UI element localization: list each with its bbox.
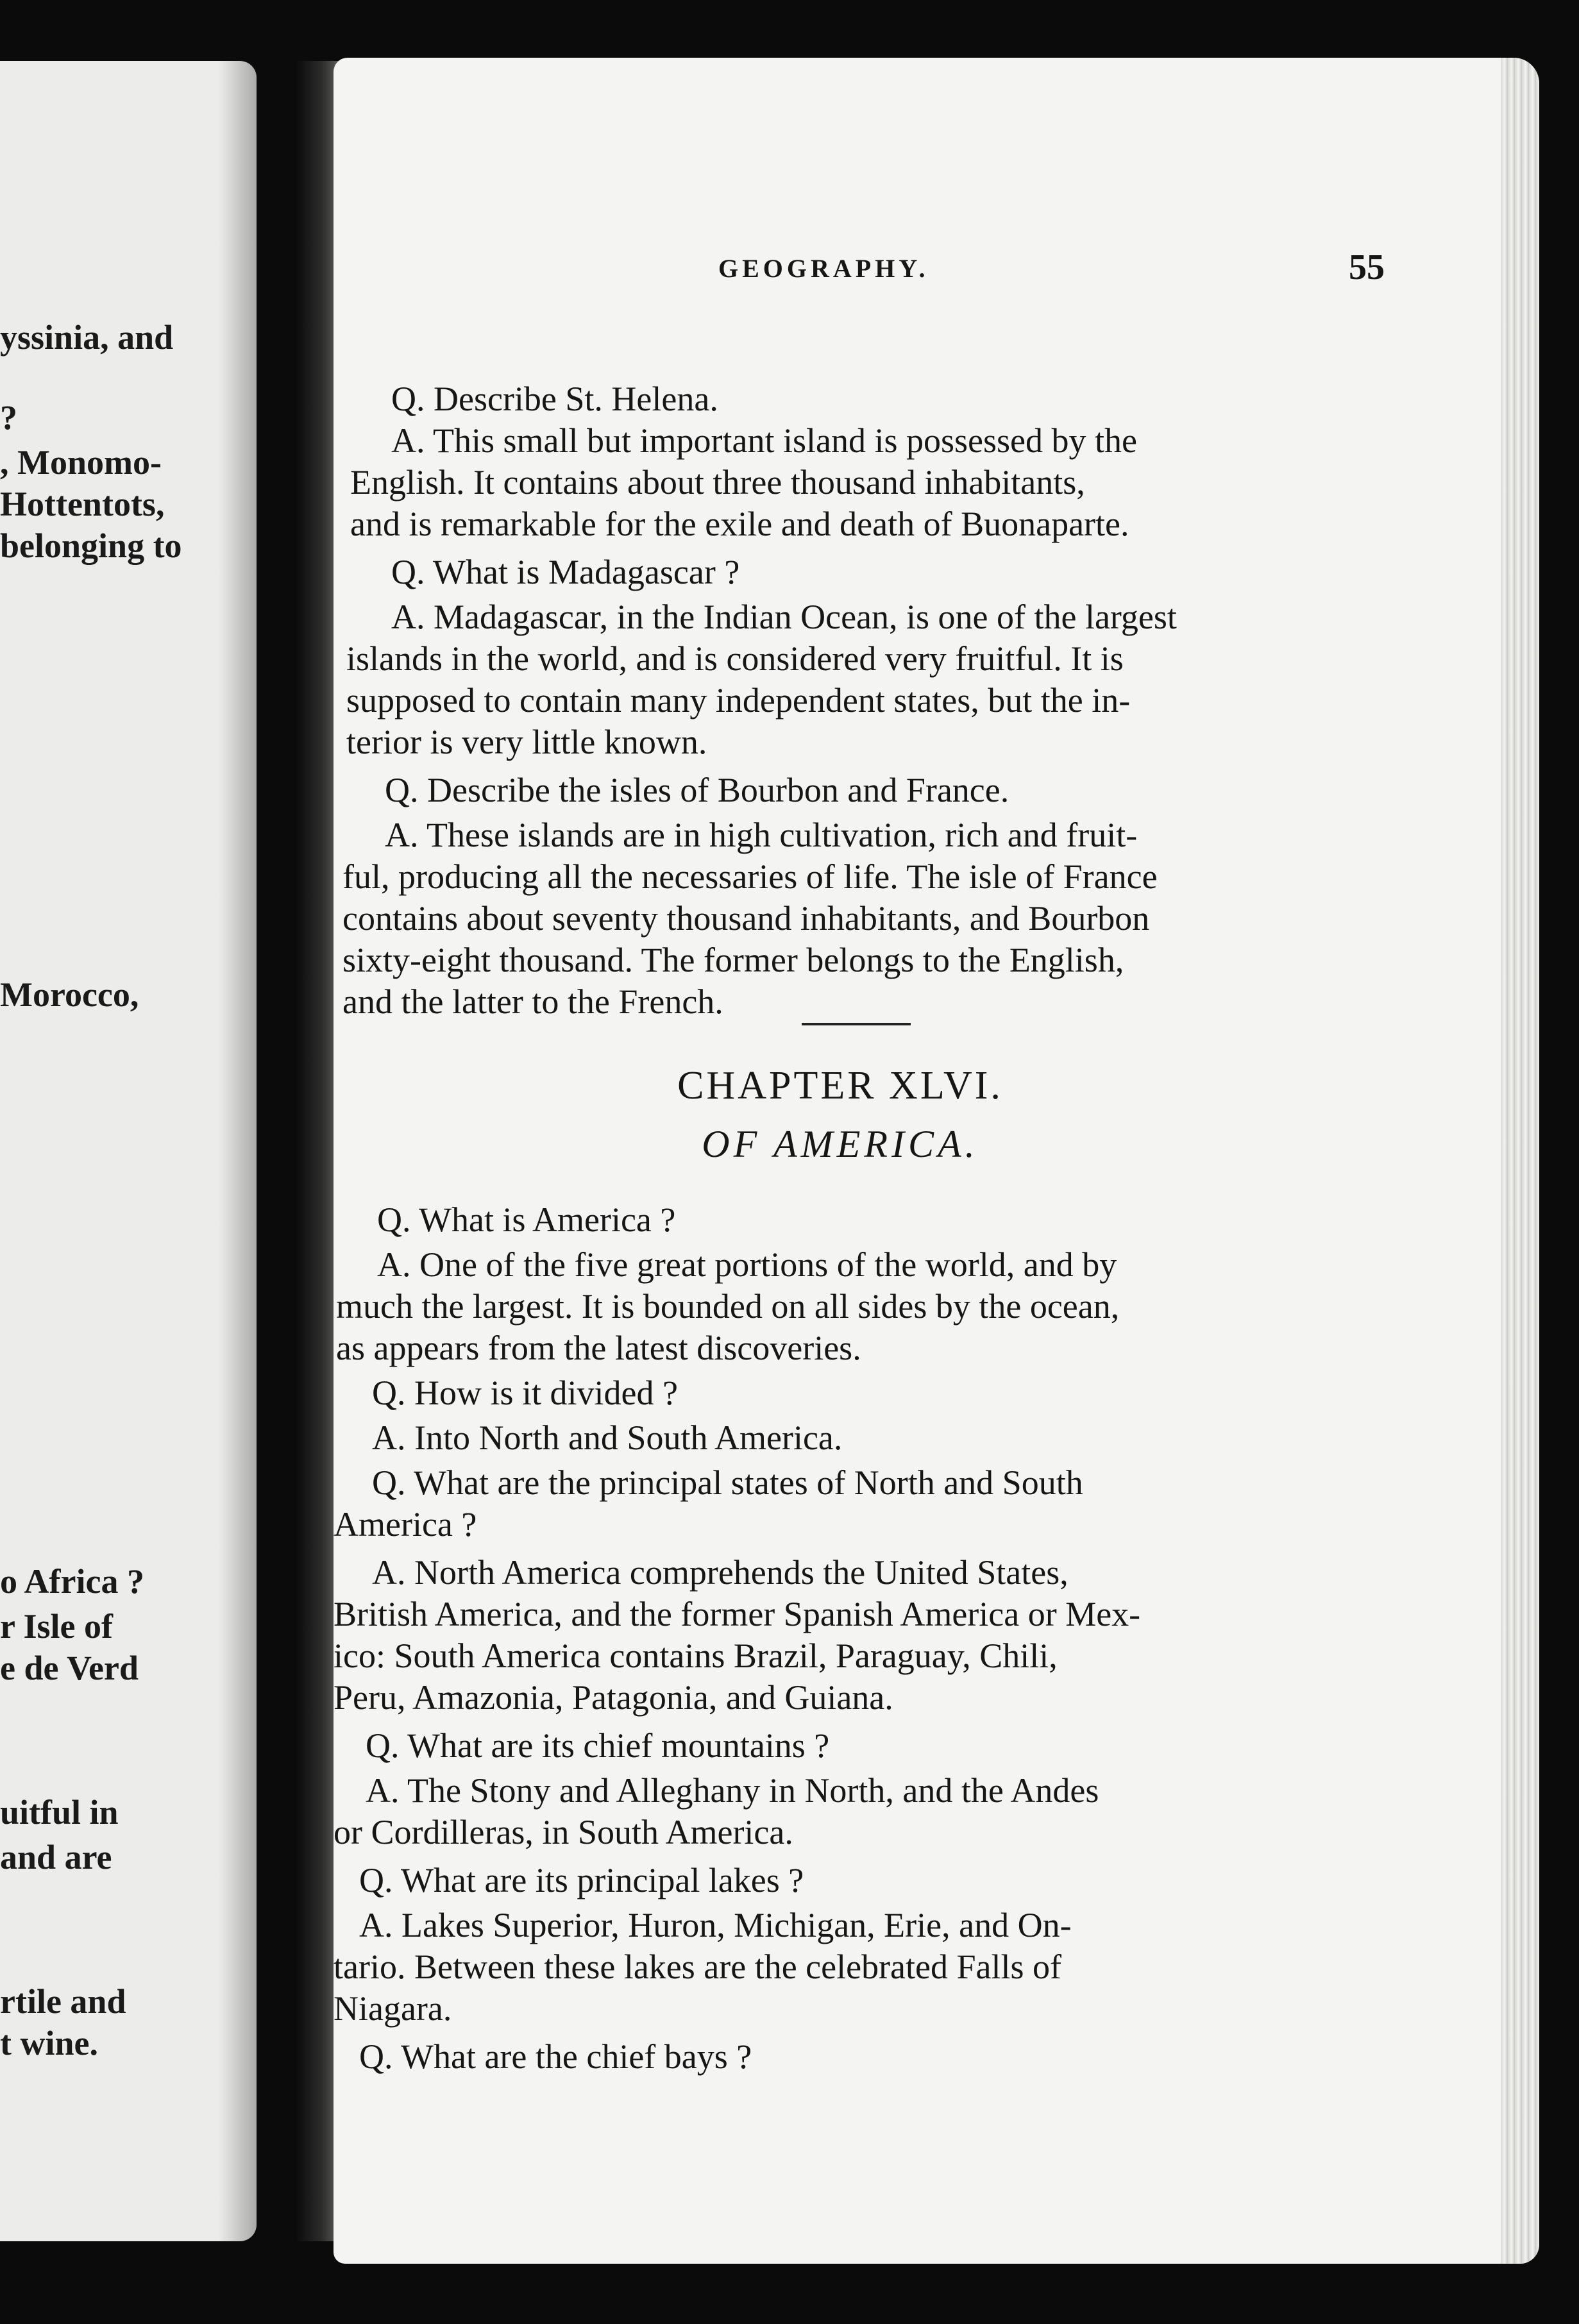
text-line: ful, producing all the necessaries of life. The isle of France [342,857,1158,896]
text-line: terior is very little known. [346,723,707,761]
text-line: islands in the world, and is considered very fruitful. It is [346,639,1124,678]
text-line: ico: South America contains Brazil, Paraguay, Chili, [334,1637,1058,1675]
page-text [334,58,1539,2264]
left-page [0,61,257,2241]
text-line: Q. How is it divided ? [372,1374,678,1412]
text-line: A. These islands are in high cultivation, rich and fruit- [385,816,1138,854]
right-page [334,58,1539,2264]
text-line: A. North America comprehends the United States, [372,1553,1068,1592]
text-line: A. Into North and South America. [372,1419,843,1457]
chapter-title: CHAPTER XLVI. [677,1064,1003,1107]
left-page-line: belonging to [0,526,182,565]
left-page-line: yssinia, and [0,318,174,357]
text-line: sixty-eight thousand. The former belongs to the English, [342,941,1124,979]
text-line: contains about seventy thousand inhabitants, and Bourbon [342,899,1150,938]
text-line: Q. What are the principal states of North and South [372,1463,1083,1502]
running-header: GEOGRAPHY. [718,254,929,283]
text-line: Q. What are its chief mountains ? [366,1726,830,1765]
text-line: Q. What are its principal lakes ? [359,1861,804,1899]
left-page-line: e de Verd [0,1649,139,1687]
text-line: supposed to contain many independent states, but the in- [346,681,1131,720]
left-page-line: and are [0,1838,112,1876]
text-line: A. The Stony and Alleghany in North, and the Andes [366,1771,1099,1810]
gutter-shadow [218,61,257,2241]
text-line: British America, and the former Spanish America or Mex- [334,1595,1141,1633]
text-line: and the latter to the French. [342,982,723,1021]
text-line: and is remarkable for the exile and death of Buonaparte. [350,505,1129,543]
left-page-line: , Monomo- [0,443,162,482]
left-page-line: r Isle of [0,1607,113,1646]
text-line: or Cordilleras, in South America. [334,1813,793,1851]
text-line: A. One of the five great portions of the world, and by [377,1245,1117,1284]
left-page-line: uitful in [0,1793,119,1831]
left-page-line: Morocco, [0,975,139,1014]
book-spine [295,61,339,2241]
text-line: Q. Describe St. Helena. [391,380,718,418]
text-line: Q. What is Madagascar ? [391,553,740,591]
text-line: A. This small but important island is possessed by the [391,421,1137,460]
left-page-line: ? [0,398,17,437]
text-line: tario. Between these lakes are the celebrated Falls of [334,1948,1062,1986]
left-page-line: t wine. [0,2024,98,2062]
text-line: Niagara. [334,1989,452,2028]
text-line: Q. Describe the isles of Bourbon and France. [385,771,1009,809]
text-line: A. Lakes Superior, Huron, Michigan, Erie, and On- [359,1906,1072,1944]
text-line: English. It contains about three thousand inhabitants, [350,463,1085,501]
section-divider [802,1023,911,1025]
text-line: Q. What is America ? [377,1200,676,1239]
left-page-line: rtile and [0,1982,126,2021]
left-page-line: o Africa ? [0,1562,144,1601]
text-line: America ? [334,1505,477,1544]
text-line: Peru, Amazonia, Patagonia, and Guiana. [334,1678,893,1717]
chapter-subtitle: OF AMERICA. [702,1123,979,1165]
text-line: as appears from the latest discoveries. [336,1329,861,1367]
left-page-line: Hottentots, [0,485,165,523]
text-line: A. Madagascar, in the Indian Ocean, is one of the largest [391,598,1177,636]
text-line: much the largest. It is bounded on all sides by the ocean, [336,1287,1120,1326]
page-number: 55 [1349,248,1385,287]
text-line: Q. What are the chief bays ? [359,2037,752,2076]
